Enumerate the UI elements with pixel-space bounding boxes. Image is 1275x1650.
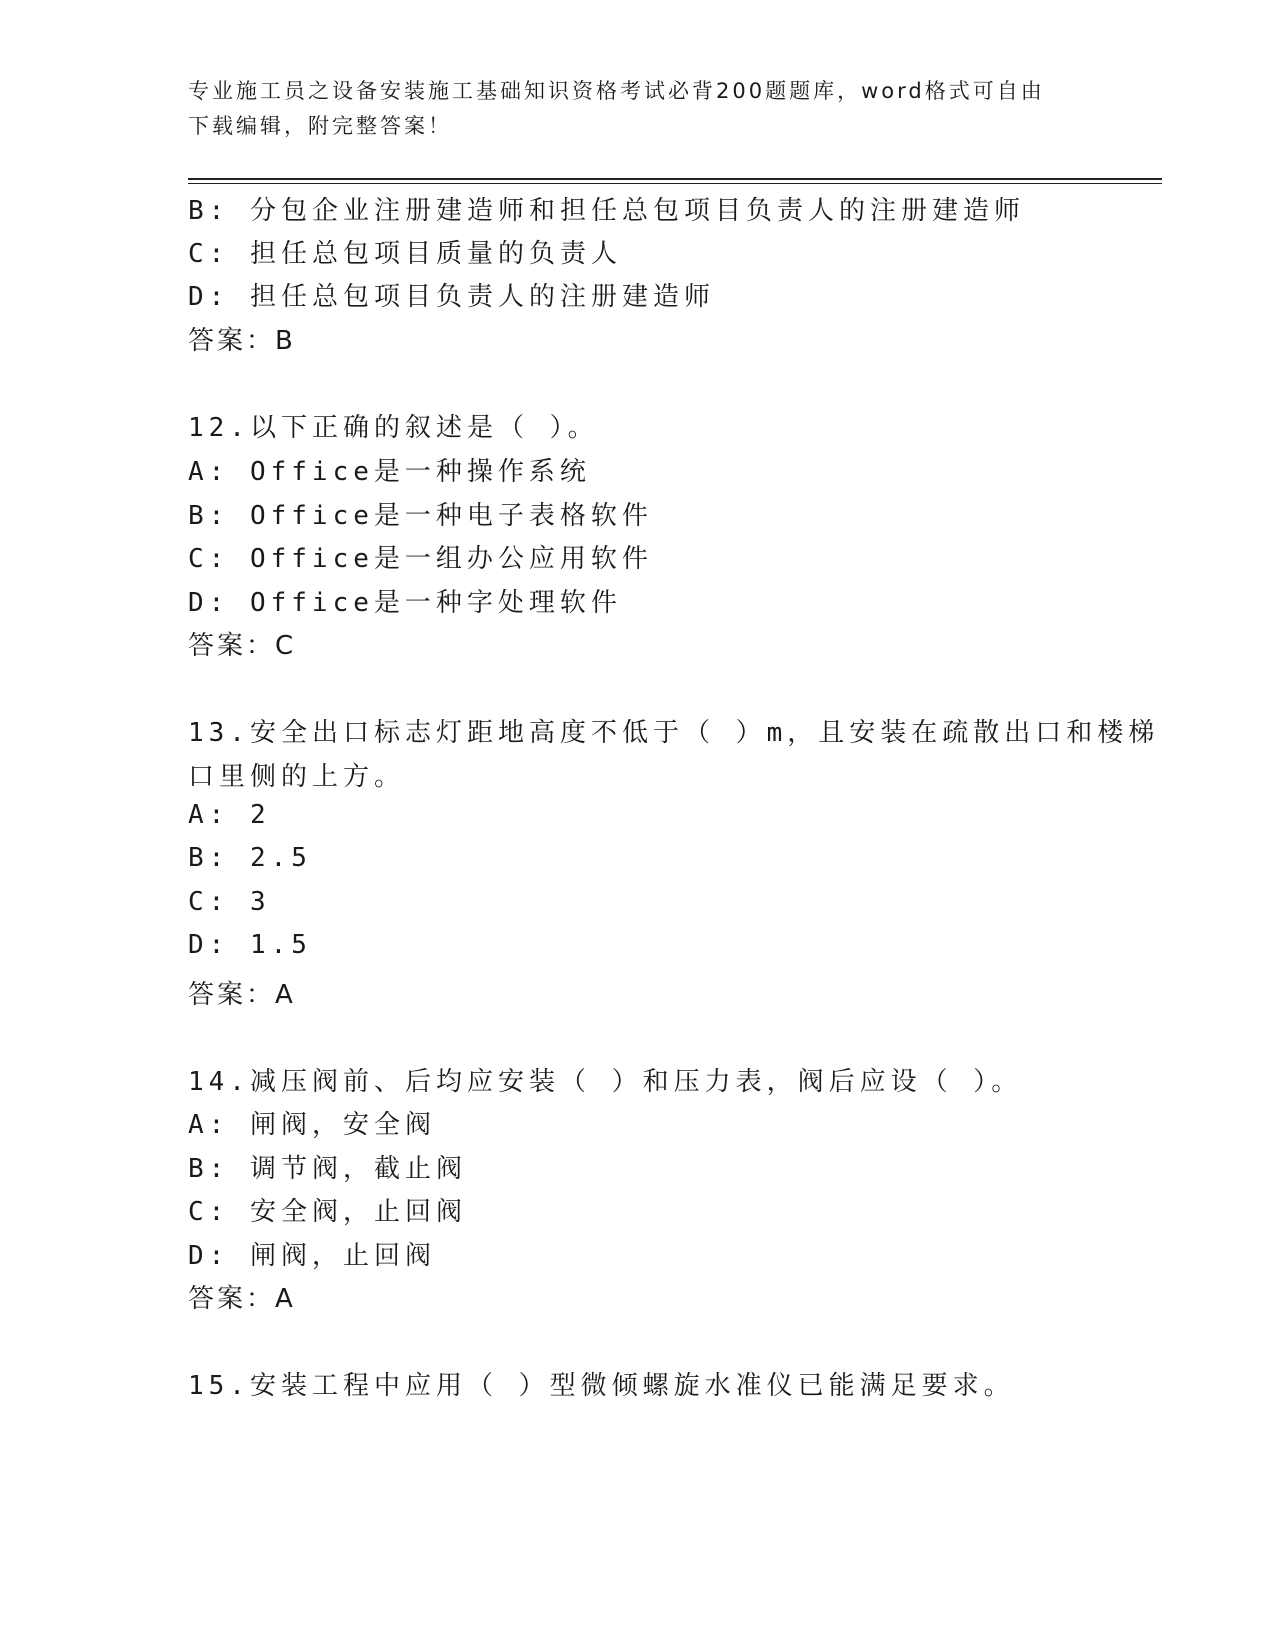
q13-answer: 答案：A (188, 980, 296, 1010)
q12-option-d: D: Office是一种字处理软件 (188, 588, 622, 618)
q11-option-d: D: 担任总包项目负责人的注册建造师 (188, 282, 715, 312)
q14-option-c: C: 安全阀，止回阀 (188, 1197, 467, 1227)
header-line-2: 下载编辑，附完整答案！ (188, 114, 452, 138)
q14-option-d: D: 闸阀，止回阀 (188, 1241, 436, 1271)
q15-question: 15.安装工程中应用（ ）型微倾螺旋水准仪已能满足要求。 (188, 1371, 1015, 1401)
q13-question-line-2: 口里侧的上方。 (188, 762, 406, 792)
q13-option-a: A: 2 (188, 800, 271, 830)
q11-option-b: B: 分包企业注册建造师和担任总包项目负责人的注册建造师 (188, 196, 1025, 226)
q13-question-line-1: 13.安全出口标志灯距地高度不低于（ ）m，且安装在疏散出口和楼梯 (188, 718, 1160, 748)
header-divider-thick (188, 178, 1162, 180)
q12-option-c: C: Office是一组办公应用软件 (188, 544, 653, 574)
q12-option-a: A: Office是一种操作系统 (188, 457, 591, 487)
header-divider-thin (188, 183, 1162, 184)
q12-option-b: B: Office是一种电子表格软件 (188, 501, 653, 531)
q13-option-d: D: 1.5 (188, 930, 312, 960)
q13-option-c: C: 3 (188, 887, 271, 917)
header-line-1: 专业施工员之设备安装施工基础知识资格考试必背200题题库，word格式可自由 (188, 79, 1045, 103)
q14-option-b: B: 调节阀，截止阀 (188, 1154, 467, 1184)
q11-option-c: C: 担任总包项目质量的负责人 (188, 239, 622, 269)
q12-question: 12.以下正确的叙述是（ ）。 (188, 413, 599, 443)
document-header (188, 74, 1088, 144)
q11-answer: 答案：B (188, 326, 296, 356)
q13-option-b: B: 2.5 (188, 843, 312, 873)
q14-answer: 答案：A (188, 1284, 296, 1314)
q14-option-a: A: 闸阀，安全阀 (188, 1110, 436, 1140)
q14-question: 14.减压阀前、后均应安装（ ）和压力表，阀后应设（ ）。 (188, 1067, 1023, 1097)
q12-answer: 答案：C (188, 631, 297, 661)
